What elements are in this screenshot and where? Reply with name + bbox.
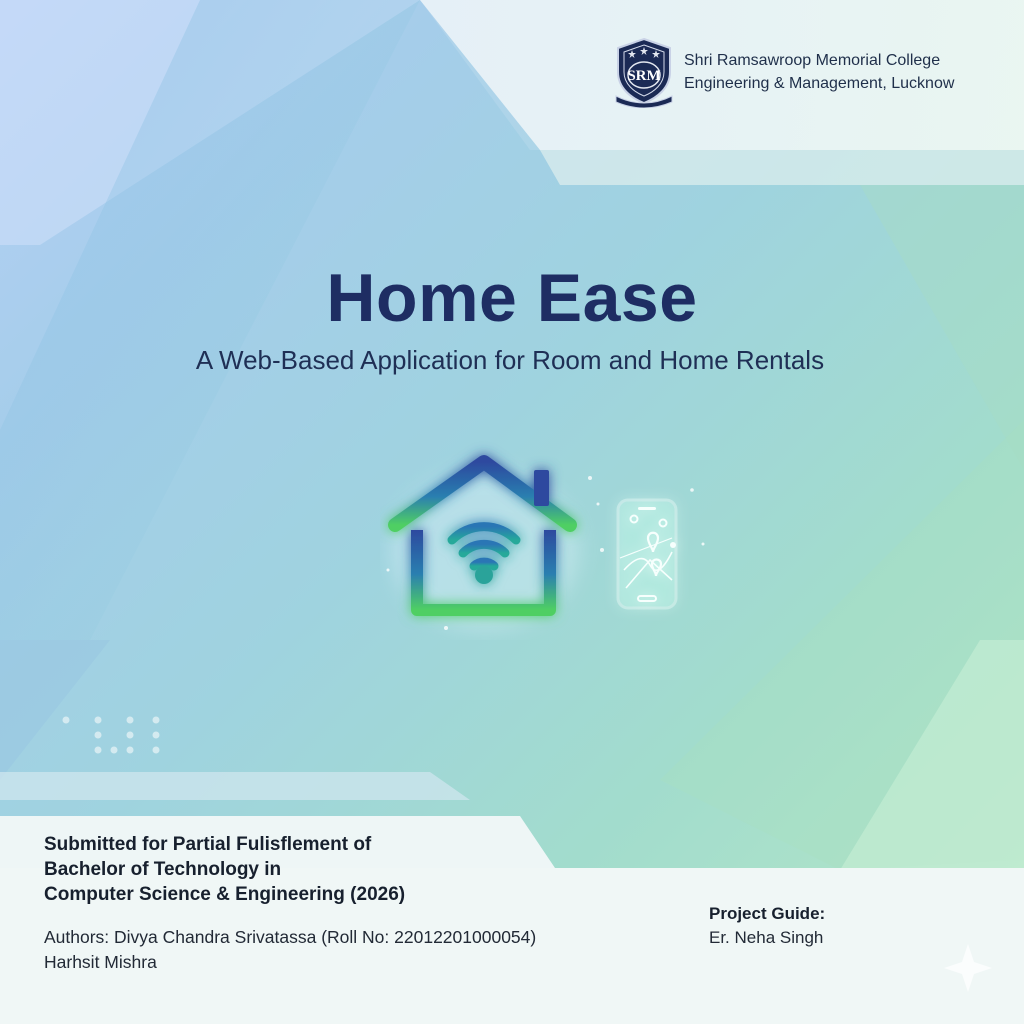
college-name-line1: Shri Ramsawroop Memorial College [684,52,941,69]
bottom-band [0,772,470,800]
submission-line2: Bachelor of Technology in [44,859,282,880]
dot [95,747,102,754]
sparkle-dot [588,476,592,480]
sparkle-dot [597,503,600,506]
crest-lettering: SRM [627,68,661,84]
college-crest-icon [612,36,676,108]
sparkle-dot [690,488,694,492]
dot [153,732,160,739]
project-guide-label: Project Guide: [709,904,826,923]
dot [127,717,134,724]
authors-line2: Harhsit Mishra [44,952,157,972]
dot [95,717,102,724]
phone-map-icon [618,500,676,608]
college-name-line2: Engineering & Management, Lucknow [684,75,955,92]
project-guide-name: Er. Neha Singh [709,928,824,947]
project-title: Home Ease [326,260,698,336]
hero-illustration [380,440,710,640]
sparkle-dot [444,626,448,630]
sparkle-dot [702,543,705,546]
sparkle-dot [387,569,390,572]
project-subtitle: A Web-Based Application for Room and Home Rentals [195,345,825,375]
bg-facet [0,640,110,780]
submission-line3: Computer Science & Engineering (2026) [44,884,406,905]
bg-facet [540,150,1024,185]
authors-line1: Authors: Divya Chandra Srivatassa (Roll No: 22012201000054) [44,927,537,947]
sparkle-dot [600,548,604,552]
dot-grid [63,717,160,754]
submission-line1: Submitted for Partial Fulisflement of [44,834,372,855]
dot [153,717,160,724]
project-guide-block [709,902,969,950]
dot [95,732,102,739]
dot [63,717,70,724]
dot [111,747,118,754]
dot [153,747,160,754]
dot [127,747,134,754]
submission-block [44,832,604,975]
college-header [612,36,1012,108]
dot [127,732,134,739]
